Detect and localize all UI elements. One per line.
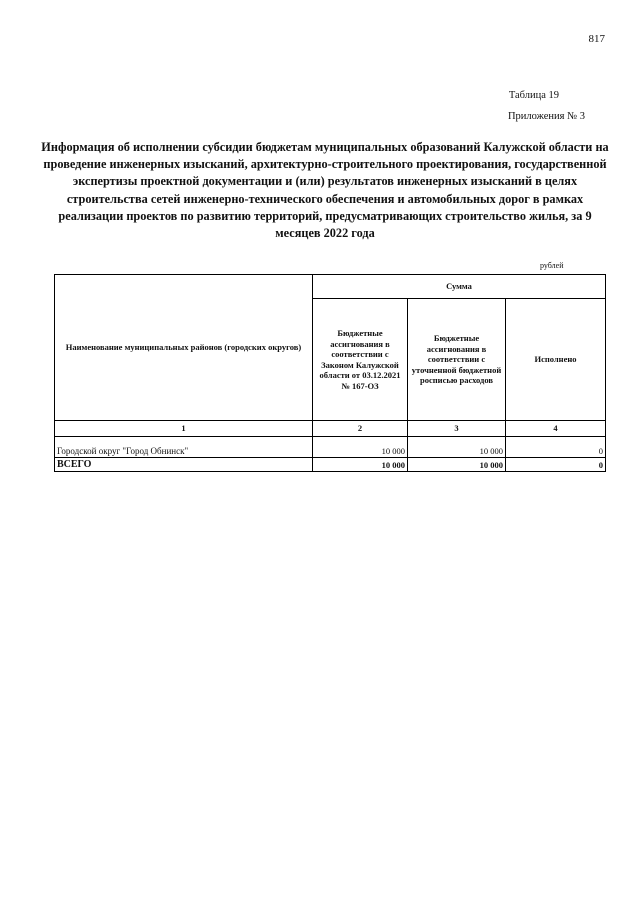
header-name-label: Наименование муниципальных районов (городских округов) [65, 342, 302, 353]
page-number: 817 [588, 33, 605, 45]
spacer-cell [408, 437, 506, 446]
row-executed-value: 0 [506, 446, 606, 458]
total-label: ВСЕГО [55, 458, 313, 472]
total-executed-value: 0 [506, 458, 606, 472]
header-executed [506, 299, 606, 421]
header-refined [408, 299, 506, 421]
row-law-value: 10 000 [313, 446, 408, 458]
header-law-label: Бюджетные ассигнования в соответствии с Законом Калужской области от 03.12.2021 № 167-ОЗ [319, 328, 401, 391]
table-number: Таблица 19 [508, 90, 559, 101]
row-name: Городской округ "Город Обнинск" [55, 446, 313, 458]
header-sum-label: Сумма [446, 281, 472, 292]
header-name [55, 275, 313, 421]
col-number-2: 2 [313, 421, 408, 437]
header-law [313, 299, 408, 421]
spacer-cell [55, 437, 313, 446]
row-refined-value: 10 000 [408, 446, 506, 458]
execution-table [54, 274, 606, 472]
total-law-value: 10 000 [313, 458, 408, 472]
col-number-1: 1 [55, 421, 313, 437]
total-row [55, 458, 606, 472]
appendix-label: Приложения № 3 [507, 111, 585, 122]
header-sum-group [313, 275, 606, 299]
units-label: рублей [540, 261, 564, 270]
spacer-cell [506, 437, 606, 446]
col-number-4: 4 [506, 421, 606, 437]
header-refined-label: Бюджетные ассигнования в соответствии с уточненной бюджетной росписью расходов [411, 333, 502, 386]
document-title: Информация об исполнении субсидии бюджетам муниципальных образований Калужской области на проведение инженерных изысканий, архитектурно-строительного проектирования, государственной экспертизы проектной документации и (или) результатов инженерных изысканий в целях строительства сетей инженерно-технического обеспечения и автомобильных дорог в рамках реализации проектов по развитию территорий, предусматривающих строительство жилья, за 9 месяцев 2022 года [41, 140, 609, 241]
total-refined-value: 10 000 [408, 458, 506, 472]
table-row [55, 446, 606, 458]
header-executed-label: Исполнено [534, 354, 577, 365]
spacer-cell [313, 437, 408, 446]
col-number-3: 3 [408, 421, 506, 437]
